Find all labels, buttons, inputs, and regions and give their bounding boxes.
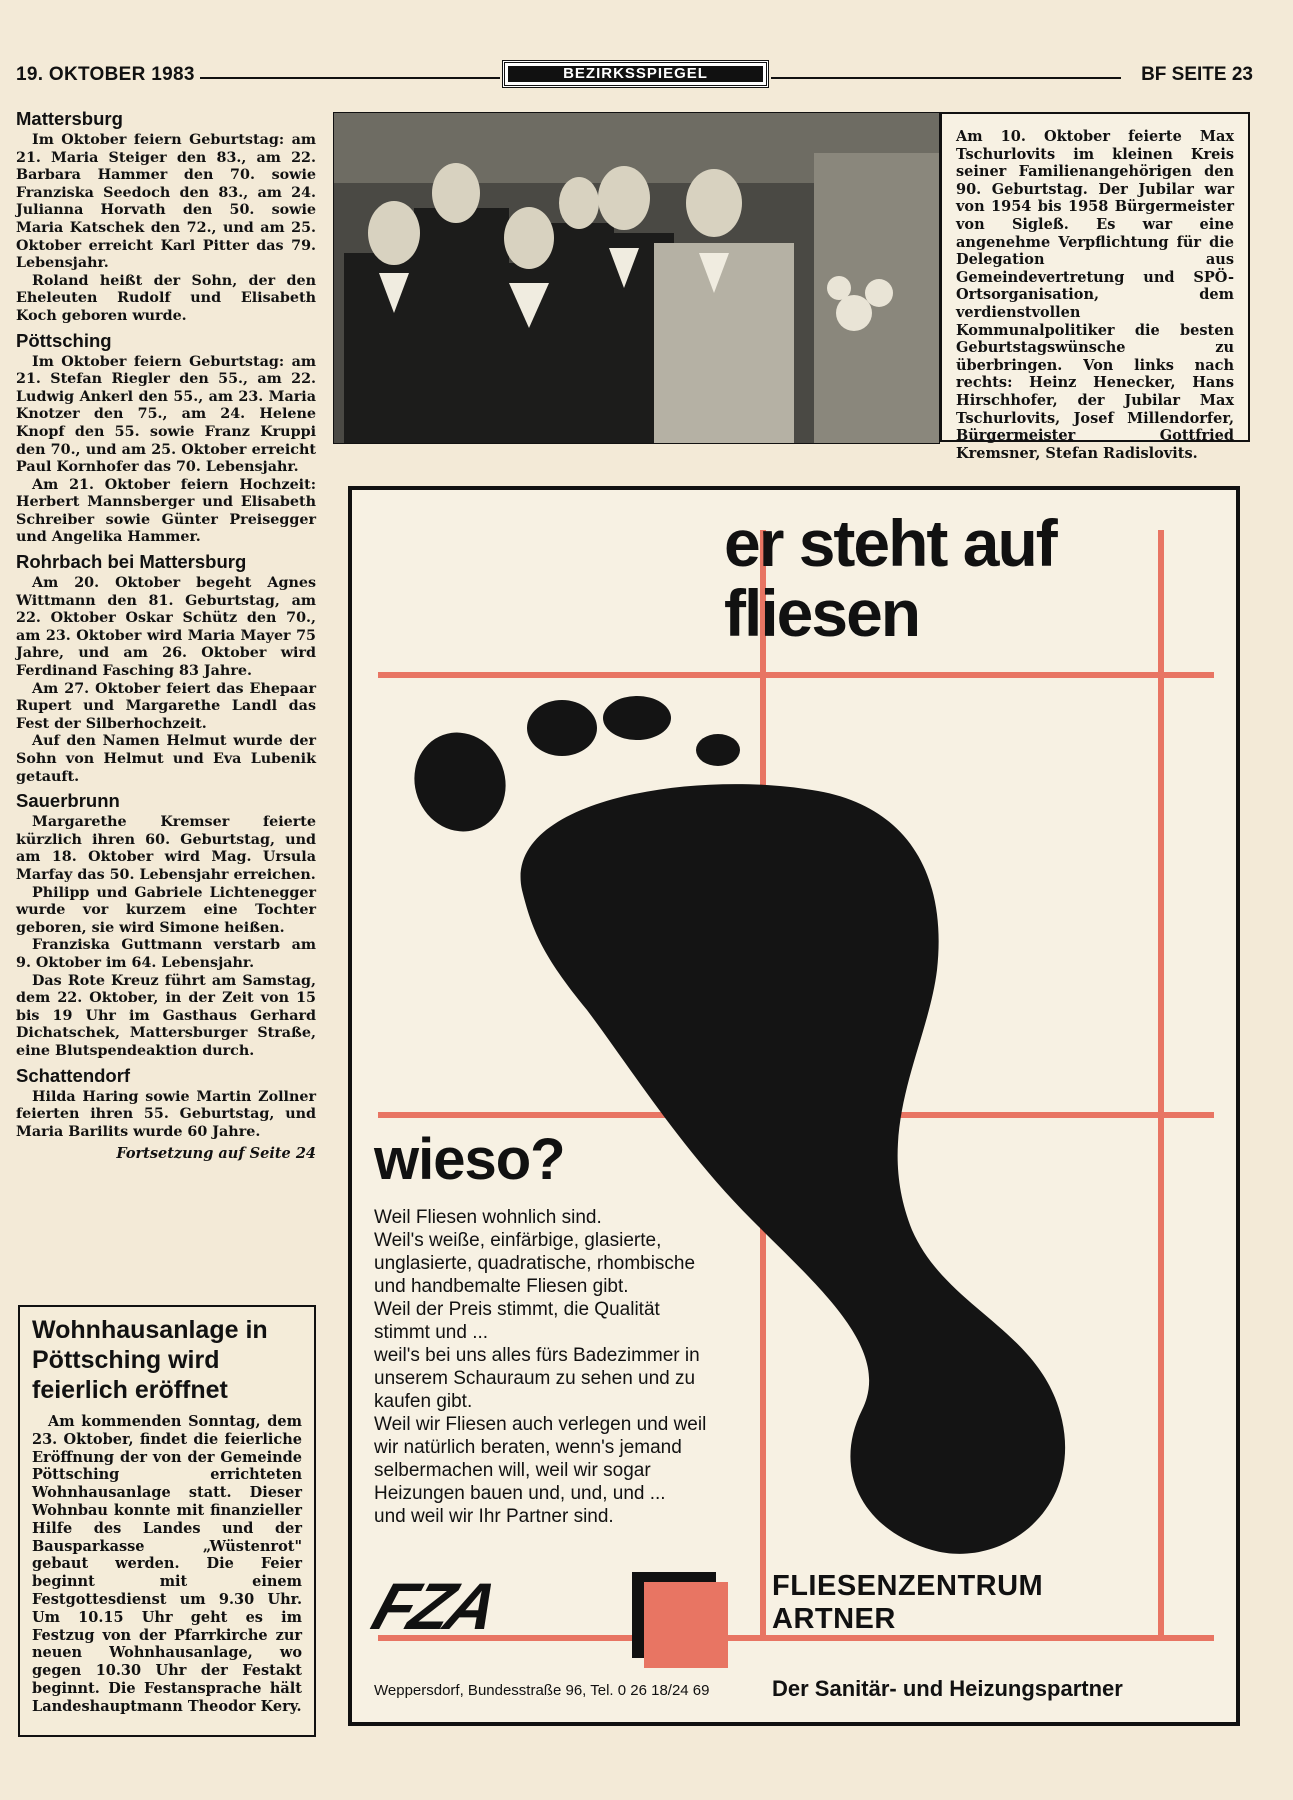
- logo-square: [644, 1582, 728, 1668]
- section-heading: Pöttsching: [16, 329, 112, 351]
- section-heading: Schattendorf: [16, 1064, 131, 1086]
- company-name-line2: ARTNER: [772, 1603, 896, 1635]
- news-paragraph: Am 20. Oktober begeht Agnes Wittmann den 81. Geburtstag, am 22. Oktober Oskar Schütz den 70., am 23. Oktober wird Maria Mayer 75 Jahre, und am 26. Oktober wird Ferdinand Fasching 83 Jahre.: [16, 575, 316, 680]
- box-article: [18, 1305, 316, 1737]
- local-news-column: [16, 104, 316, 1162]
- news-paragraph: Im Oktober feiern Geburtstag: am 21. Stefan Riegler den 55., am 22. Ludwig Ankerl den 55., am 23. Maria Knotzer den 75., am 24. Helene Knopf den 55. sowie Franz Kruppi den 70., und am 25. Oktober erreicht Paul Kornhofer das 70. Lebensjahr.: [16, 353, 316, 476]
- ad-body-line: und weil wir Ihr Partner sind.: [374, 1506, 614, 1527]
- news-paragraph: Margarethe Kremser feierte kürzlich ihren 60. Geburtstag, und am 18. Oktober wird Mag. Ursula Marfay das 50. Lebensjahr erreichen.: [16, 814, 316, 883]
- company-name-line1: FLIESENZENTRUM: [772, 1570, 1044, 1602]
- section-mattersburg: [16, 108, 316, 326]
- news-paragraph: Im Oktober feiern Geburtstag: am 21. Maria Steiger den 83., am 22. Barbara Hammer den 70. sowie Franziska Seedoch den 83., am 24. Julianna Horvath den 50. sowie Maria Katschek den 72., und am 25. Oktober erreicht Karl Pitter das 79. Lebensjahr.: [16, 132, 316, 272]
- news-paragraph: Das Rote Kreuz führt am Samstag, dem 22. Oktober, in der Zeit von 15 bis 19 Uhr im Gasthaus Gerhard Dichatschek, Mattersburger Straße, eine Blutspendeaktion durch.: [16, 972, 316, 1059]
- news-paragraph: Philipp und Gabriele Lichtenegger wurde vor kurzem eine Tochter geboren, sie wird Simone heißen.: [16, 884, 316, 936]
- company-address: Weppersdorf, Bundesstraße 96, Tel. 0 26 18/24 69: [374, 1682, 710, 1699]
- company-name: [772, 1570, 1043, 1636]
- box-article-text: Am kommenden Sonntag, dem 23. Oktober, findet die feierliche Eröffnung der von der Gemeinde Pöttsching errichteten Wohnhausanlage statt. Dieser Wohnbau konnte mit finanzieller Hilfe des Landes und der Bausparkasse „Wüstenrot" gebaut werden. Die Feier beginnt mit einem Festgottesdienst um 9.30 Uhr. Um 10.15 Uhr geht es im Festzug von der Pfarrkirche zur neuen Wohnhausanlage, wo gegen 10.30 Uhr der Festakt beginnt. Die Festansprache hält Landeshauptmann Theodor Kery.: [32, 1413, 302, 1715]
- photo-caption: Am 10. Oktober feierte Max Tschurlovits im kleinen Kreis seiner Familienangehörigen den 90. Geburtstag. Der Jubilar war von 1954 bis 1958 Bürgermeister von Sigleß. Es war eine angenehme Verpflichtung für die Delegation aus Gemeindevertretung und SPÖ-Ortsorganisation, dem verdienstvollen Kommunalpolitiker die besten Geburtstagswünsche zu überbringen. Von links nach rechts: Heinz Henecker, Hans Hirschhofer, der Jubilar Max Tschurlovits, Josef Millendorfer, Bürgermeister Gottfried Kremsner, Stefan Radislovits.: [956, 128, 1234, 462]
- ad-body-line: Weil der Preis stimmt, die Qualität stimmt und ...: [374, 1299, 660, 1343]
- news-paragraph: Roland heißt der Sohn, der den Eheleuten Rudolf und Elisabeth Koch geboren wurde.: [16, 272, 316, 324]
- section-rohrbach: [16, 551, 316, 786]
- section-heading: Sauerbrunn: [16, 790, 120, 812]
- section-schattendorf: [16, 1065, 316, 1142]
- company-tagline: Der Sanitär- und Heizungspartner: [772, 1676, 1123, 1701]
- news-paragraph: Hilda Haring sowie Martin Zollner feierten ihren 55. Geburtstag, und Maria Barilits wurde 60 Jahre.: [16, 1088, 316, 1140]
- ad-body-line: Weil wir Fliesen auch verlegen und weil wir natürlich beraten, wenn's jemand selbermachen will, weil wir sogar Heizungen bauen und, und, und ...: [374, 1414, 707, 1504]
- section-poettsching: [16, 330, 316, 548]
- continuation-note: Fortsetzung auf Seite 24: [116, 1145, 316, 1163]
- section-label: BEZIRKSSPIEGEL: [508, 66, 763, 82]
- grid-line-horizontal: [378, 672, 1214, 678]
- ad-body-line: Weil Fliesen wohnlich sind.: [374, 1207, 602, 1228]
- ad-question: wieso?: [374, 1127, 565, 1192]
- news-paragraph: Franziska Guttmann verstarb am 9. Oktober im 64. Lebensjahr.: [16, 937, 316, 971]
- news-paragraph: Auf den Namen Helmut wurde der Sohn von Helmut und Eva Lubenik getauft.: [16, 733, 316, 785]
- news-paragraph: Am 27. Oktober feiert das Ehepaar Rupert und Margarethe Landl das Fest der Silberhochzeit.: [16, 680, 316, 732]
- section-sauerbrunn: [16, 790, 316, 1060]
- tile-advertisement: [348, 486, 1240, 1726]
- ad-body-line: Weil's weiße, einfärbige, glasierte, unglasierte, quadratische, rhombische und handbemalte Fliesen gibt.: [374, 1230, 696, 1297]
- ad-body-text: [374, 1206, 714, 1528]
- header-rule-left: [200, 77, 500, 79]
- page-number: BF SEITE 23: [1141, 64, 1253, 85]
- section-heading: Mattersburg: [16, 108, 123, 129]
- group-photo-illustration: [334, 113, 939, 443]
- issue-date: 19. OKTOBER 1983: [16, 64, 195, 85]
- company-logo: FZA: [363, 1569, 505, 1643]
- section-heading: Rohrbach bei Mattersburg: [16, 551, 247, 573]
- photo-caption-box: [940, 112, 1250, 462]
- group-photo: [333, 112, 940, 444]
- news-paragraph: Am 21. Oktober feiern Hochzeit: Herbert Mannsberger und Elisabeth Schreiber sowie Günter Preisegger und Angelika Hammer.: [16, 476, 316, 546]
- ad-body-line: weil's bei uns alles fürs Badezimmer in unserem Schauraum zu sehen und zu kaufen gibt.: [374, 1345, 700, 1412]
- grid-line-vertical: [1158, 530, 1164, 1635]
- header-rule-right: [771, 77, 1121, 79]
- box-article-title: Wohnhausanlage in Pöttsching wird feierlich eröffnet: [32, 1316, 268, 1404]
- section-label-box: [502, 60, 769, 88]
- ad-headline: er steht auf fliesen: [724, 506, 1056, 650]
